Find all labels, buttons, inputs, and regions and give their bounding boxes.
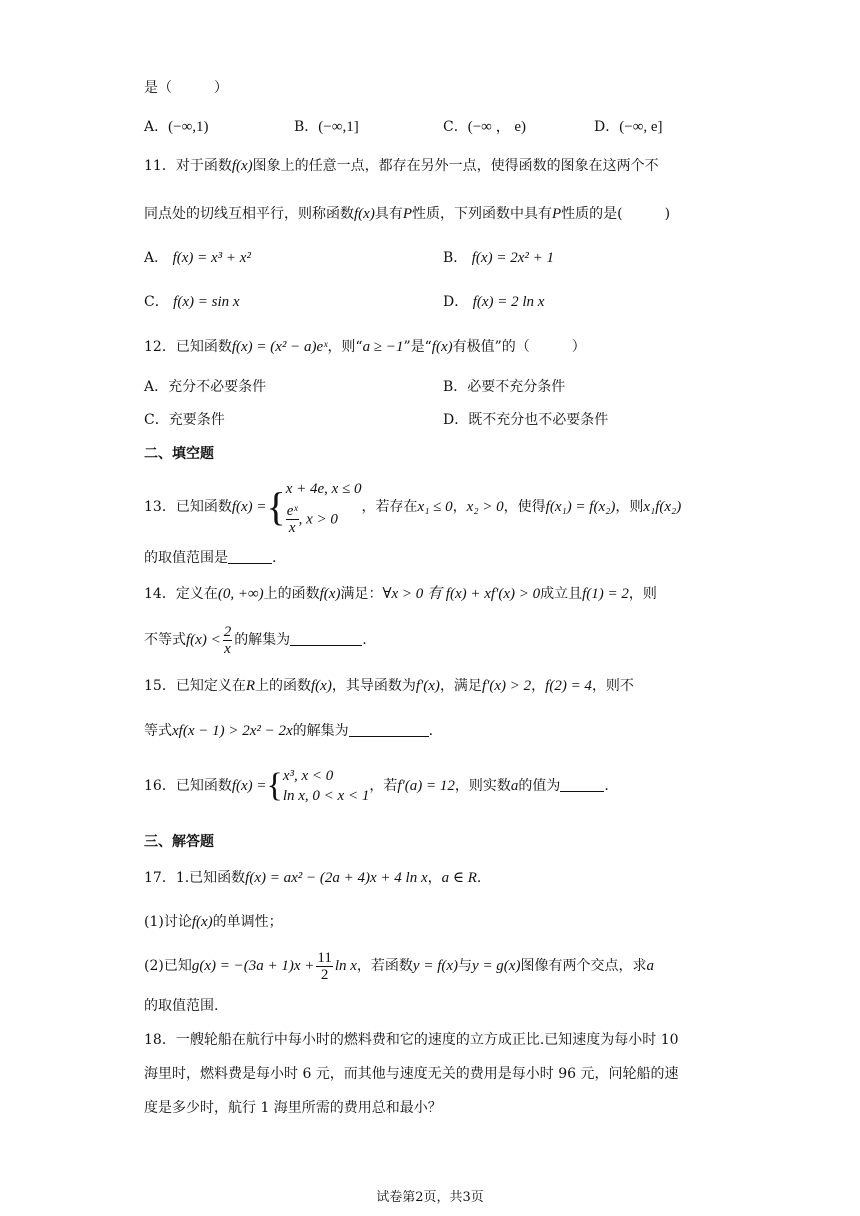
page-footer: 试卷第2页，共3页 [376,1190,484,1205]
section-heading-fill-in: 二、填空题 [144,446,214,462]
q11-option-b: B． f(x) = 2x² + 1 [443,250,554,266]
q16-answer-blank[interactable] [560,777,604,792]
q14-answer-blank[interactable] [290,631,362,646]
q11-option-c: C． f(x) = sin x [144,294,240,310]
q12-option-a: A．充分不必要条件 [144,379,267,395]
q16-piecewise: { x³, x < 0 ln x, 0 < x < 1 [266,767,370,804]
q11-stem-line2: 同点处的切线互相平行，则称函数f(x)具有P性质，下列函数中具有P性质的是( ) [144,206,671,222]
q12-stem: 12．已知函数f(x) = (x² − a)eˣ，则“a ≥ −1”是“f(x)有极值”的（ ） [144,339,586,355]
q10-stem-tail: 是（ ） [144,80,228,96]
q10-option-c: C．(−∞ ， e) [443,119,527,135]
q15-answer-blank[interactable] [349,722,429,737]
q18-line1: 18．一艘轮船在航行中每小时的燃料费和它的速度的立方成正比.已知速度为每小时 10 [144,1032,679,1048]
q17-part1: (1)讨论f(x)的单调性； [144,914,283,930]
q18-line3: 度是多少时，航行 1 海里所需的费用总和最小？ [144,1100,442,1116]
q15-stem-line1: 15．已知定义在R上的函数f(x)，其导函数为f′(x)，满足f′(x) > 2，f(2) = 4，则不 [144,678,634,694]
q15-stem-line2: 等式xf(x − 1) > 2x² − 2x的解集为 . [144,723,434,739]
q12-option-b: B．必要不充分条件 [443,379,566,395]
q14-stem-line2: 不等式f(x) < $\frac{2}{x}$ 的解集为 . [144,623,367,657]
q18-line2: 海里时，燃料费是每小时 6 元，而其他与速度无关的费用是每小时 96 元，问轮船的速 [144,1066,679,1082]
q13-stem-line2: 的取值范围是 . [144,550,277,566]
q12-option-d: D．既不充分也不必要条件 [443,412,609,428]
q13-answer-blank[interactable] [228,549,272,564]
q11-option-d: D． f(x) = 2 ln x [443,294,545,310]
q17-part2: (2)已知g(x) = −(3a + 1)x + $\frac{11}{2}$ ln x，若函数y = f(x)与y = g(x)图像有两个交点，求a [144,949,654,983]
q10-option-d: D．(−∞, e] [594,119,663,135]
q17-stem: 17．1.已知函数f(x) = ax² − (2a + 4)x + 4 ln x，a ∈ R. [144,870,482,886]
q12-option-c: C．充要条件 [144,412,225,428]
q10-option-a: A．(−∞,1) [144,119,209,135]
q14-stem-line1: 14．定义在(0, +∞)上的函数f(x)满足：∀x > 0 有 f(x) + xf′(x) > 0成立且f(1) = 2，则 [144,586,657,602]
q11-option-a: A． f(x) = x³ + x² [144,250,251,266]
section-heading-solutions: 三、解答题 [144,834,214,850]
q17-part2-line2: 的取值范围. [144,998,219,1014]
q13-stem: 13．已知函数f(x) ={ x + 4e, x ≤ 0 $\frac{\text{eˣ}}{x}$ , x > 0 ，若存在x₁ ≤ 0，x₂ > 0，使得f(x₁) = f(x₂)，则x₁f(x₂) [144,470,681,544]
q13-piecewise: { x + 4e, x ≤ 0 $\frac{\text{eˣ}}{x}$ , x > 0 [266,480,362,536]
q10-option-b: B．(−∞,1] [294,119,359,135]
q16-stem: 16．已知函数f(x) ={ x³, x < 0 ln x, 0 < x < 1 ，若f′(a) = 12，则实数a的值为 . [144,756,609,816]
q11-stem-line1: 11．对于函数f(x)图象上的任意一点，都存在另外一点，使得函数的图象在这两个不 [144,158,659,174]
